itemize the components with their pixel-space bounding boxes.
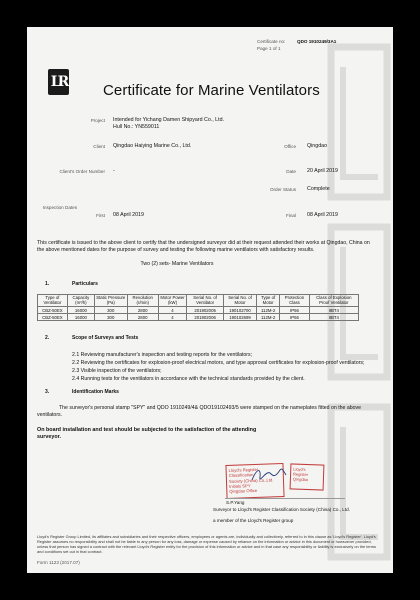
page-number: Page 1 of 1 — [257, 46, 281, 51]
project-line-2: Hull No.: YN559011 — [113, 124, 160, 130]
table-cell: IIBT4 — [309, 307, 358, 314]
table-cell: 16000 — [67, 314, 94, 321]
project-label: Project — [90, 118, 105, 123]
stamp-line-2: Society (China) Co.,Ltd. — [228, 476, 274, 484]
table-header-row — [38, 295, 359, 307]
stamp-line-3: Initials SPY — [229, 482, 251, 489]
office-value: Qingdao — [307, 143, 328, 149]
column-header: Class of Explosion Proof Ventilator — [309, 295, 358, 307]
section-2-number: 2. — [45, 335, 50, 341]
table-cell: 201902006 — [187, 314, 224, 321]
section-3-title: Identification Marks — [72, 389, 119, 395]
group-member: a member of the Lloyd's Register group — [213, 518, 294, 523]
surveyor-role: Surveyor to Lloyd's Register Classification Society (China) Co., Ltd. — [213, 507, 350, 512]
table-cell: IIBT4 — [309, 314, 358, 321]
stamp-line-4: Qingdao Office — [229, 487, 258, 494]
scope-item-2: 2.2 Reviewing the certificates for explosion-proof electrical motors, and type approval certificates for explosion-proof ventilators; — [72, 360, 365, 366]
first-date: 08 April 2019 — [113, 212, 144, 218]
intro-subtitle: Two (2) sets- Marine Ventilators — [140, 261, 214, 267]
section-2-title: Scope of Surveys and Tests — [72, 335, 139, 341]
certificate-title: Certificate for Marine Ventilators — [103, 82, 320, 99]
column-header: Static Pressure (Pa) — [94, 295, 127, 307]
handwritten-signature — [249, 464, 289, 486]
table-cell: 190102700 — [224, 307, 257, 314]
table-cell: 4 — [158, 314, 186, 321]
column-header: Type of Ventilator — [38, 295, 68, 307]
inspection-dates-label: Inspection Dates — [42, 205, 77, 210]
section-3-number: 3. — [45, 389, 50, 395]
column-header: Protection Class — [280, 295, 309, 307]
table-cell: 112M-2 — [256, 314, 279, 321]
order-status-label: Order Status — [269, 187, 296, 192]
final-date: 08 April 2019 — [307, 212, 338, 218]
order-status-value: Complete — [307, 186, 330, 192]
scope-item-4: 2.4 Running tests for the ventilators in accordance with the technical standards provided by the client. — [72, 376, 305, 382]
onboard-note: On board installation and test should be subjected to the satisfaction of the attending surveyor. — [37, 427, 257, 441]
table-row — [38, 314, 359, 321]
client-value: Qingdao Haiying Marine Co., Ltd. — [113, 143, 192, 149]
seal-line-1: Lloyd's — [293, 466, 306, 472]
stamp-line-1: Lloyd's Register Classification — [228, 466, 259, 479]
table-cell: 112M-2 — [256, 307, 279, 314]
table-cell: 2800 — [127, 307, 158, 314]
lr-logo: LR — [48, 69, 69, 95]
section-1-number: 1. — [45, 281, 50, 287]
table-cell: 201902005 — [187, 307, 224, 314]
table-cell: IP56 — [280, 307, 309, 314]
final-label: Final — [286, 213, 296, 218]
section-1-title: Particulars — [72, 281, 98, 287]
date-value: 20 April 2019 — [307, 168, 338, 174]
project-line-1: Intended for Yichang Damen Shipyard Co., Ltd. — [113, 117, 225, 123]
client-label: Client — [93, 144, 105, 149]
seal-line-3: Qingdao — [292, 476, 309, 483]
column-header: Type of Motor — [256, 295, 279, 307]
seal-stamp — [290, 463, 325, 490]
column-header: Motor Power (kW) — [158, 295, 186, 307]
table-cell: 300 — [94, 314, 127, 321]
form-number: Form 1123 (2017.07) — [37, 560, 80, 565]
surveyor-name: S.P.Yang — [226, 500, 245, 505]
client-order-value: - — [113, 168, 115, 174]
column-header: Serial No. of Ventilator — [187, 295, 224, 307]
table-cell: CBZ-50EX — [38, 314, 68, 321]
client-order-label: Client's Order Number — [59, 169, 105, 174]
identification-text: The surveyor's personal stamp "SPY" and QDO 1910249/4& QDO19102493/5 were stamped on the nameplates fitted on the above ventilators. — [37, 405, 361, 418]
first-label: First — [96, 213, 105, 218]
table-cell: 2800 — [127, 314, 158, 321]
cert-no: QDO 1910249/3A1 — [297, 39, 337, 44]
table-cell: IP56 — [280, 314, 309, 321]
legal-disclaimer: Lloyd's Register Group Limited, its affiliates and subsidiaries and their respective officers, employees or agents are, individually and collectively, referred to in this clause as 'Lloyd's Register'. Lloyd's Register assumes no responsibility and shall not be liable to any person for any loss, damage or expense caused by reliance on the information or advice in this document or howsoever provided, unless that person has signed a contract with the relevant Lloyd's Register entity for the provision of this information or advice and in that case any responsibility or liability is exclusively on the terms and conditions set out in that contract. — [37, 534, 376, 555]
date-label: Date — [286, 169, 296, 174]
table-cell: 190102699 — [224, 314, 257, 321]
certificate-sheet — [27, 27, 393, 573]
table-body — [38, 307, 359, 321]
scope-item-1: 2.1 Reviewing manufacturer's inspection and testing reports for the ventilators; — [72, 352, 253, 358]
scope-item-3: 2.3 Visible inspection of the ventilators; — [72, 368, 162, 374]
intro-paragraph: This certificate is issued to the above client to certify that the undersigned surveyor did at their request attended their works at Qingdao, China on the above mentioned dates for the purpose of survey and testing the following marine ventilators with satisfactory results. — [37, 240, 370, 253]
column-header: Revolution (r/min) — [127, 295, 158, 307]
seal-line-2: Register — [293, 471, 309, 478]
column-header: Capacity (m³/h) — [67, 295, 94, 307]
table-cell: CBZ-50EX — [38, 307, 68, 314]
particulars-table — [37, 294, 359, 321]
table-cell: 4 — [158, 307, 186, 314]
signature-line — [225, 498, 345, 499]
cert-no-label: Certificate no: — [257, 39, 286, 44]
office-label: Office — [284, 144, 296, 149]
table-cell: 16000 — [67, 307, 94, 314]
table-row — [38, 307, 359, 314]
column-header: Serial No. of Motor — [224, 295, 257, 307]
table-cell: 300 — [94, 307, 127, 314]
